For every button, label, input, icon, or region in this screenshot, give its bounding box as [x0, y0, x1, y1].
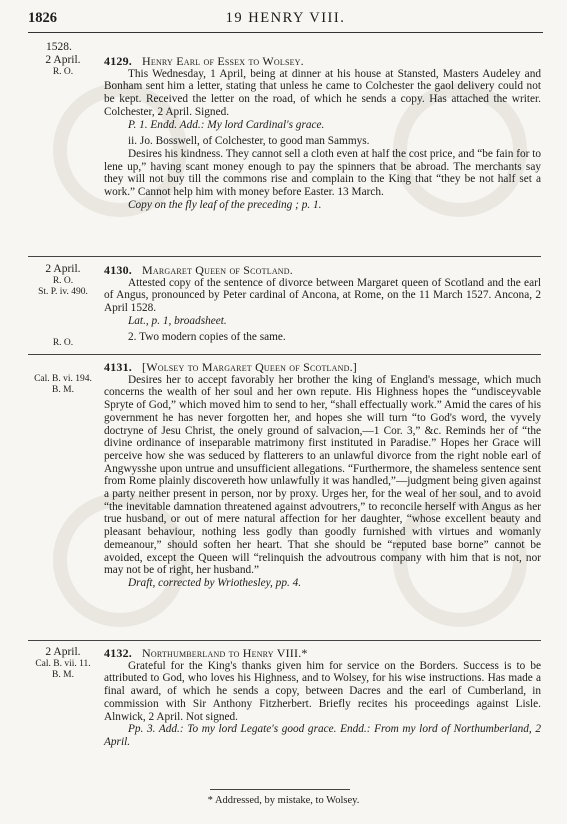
- footnote-rule: [210, 789, 350, 790]
- entry-4130: [104, 264, 541, 343]
- entry-number: 4131.: [104, 360, 132, 374]
- entry-4130-ref2: R. O.: [52, 338, 74, 348]
- entry-separator: [28, 640, 541, 641]
- year-marker: 1528.: [46, 41, 72, 53]
- entry-ref: St. P. iv. 490.: [38, 287, 88, 297]
- entry-note: Pp. 3. Add.: To my lord Legate's good grace. Endd.: From my lord of Northumberland, 2 April.: [104, 723, 541, 748]
- running-title: 19 HENRY VIII.: [225, 10, 346, 26]
- entry-number: 4130.: [104, 263, 132, 277]
- entry-ref: B. M.: [52, 385, 74, 395]
- entry-number: 4129.: [104, 54, 132, 68]
- entry-note: Copy on the fly leaf of the preceding ; p. 1.: [128, 198, 322, 211]
- entry-heading: [104, 264, 541, 277]
- entry-4131-margin: [28, 374, 98, 396]
- entry-note: Draft, corrected by Wriothesley, pp. 4.: [128, 576, 302, 589]
- footnote: * Addressed, by mistake, to Wolsey.: [207, 795, 360, 806]
- entry-date: 2 April.: [45, 54, 81, 66]
- entry-number: 4132.: [104, 646, 132, 660]
- entry-separator: [28, 354, 541, 355]
- entry-heading: [104, 55, 541, 68]
- entry-subheading: ii. Jo. Bosswell, of Colchester, to good man Sammys.: [128, 135, 370, 148]
- page-number: 1826: [28, 10, 57, 26]
- entry-title: Northumberland to Henry VIII.*: [142, 646, 308, 660]
- entry-ref: B. M.: [52, 670, 74, 680]
- entry-4130-margin: [28, 263, 98, 298]
- entry-ref: R. O.: [52, 276, 74, 286]
- entry-note: Lat., p. 1, broadsheet.: [128, 314, 227, 327]
- entry-title: Henry Earl of Essex to Wolsey.: [142, 54, 304, 68]
- entry-paragraph: Attested copy of the sentence of divorce between Margaret queen of Scotland and the earl of Angus, pronounced by Peter cardinal of Ancona, at Rome, on the 11 March 1527. Ancona, 2 April 1528.: [104, 276, 541, 315]
- entry-title: Margaret Queen of Scotland.: [142, 263, 293, 277]
- entry-paragraph: Desires her to accept favorably her brother the king of England's message, which much concerns the wealth of her soul and her own repute. His Highness hopes the “undisceyvable Spryte of God,” which moved him to send to her, “shall effectually work.” Amid the cares of his government he has never forgotten her, and hopes she will turn “to God's word, the vyvely doctryne of Jesu Christ, the onely ground of salvacion,—1 Cor. 3,” &c. Reminds her of “the divine ordinance of inseparable matrimony first instituted in Paradise.” Hopes her Grace will perceive how she was seduced by flatterers to an unlawful divorce from the right noble earl of Angwysshe upon untrue and unsufficient allegations. “Furthermore, the shameless sentence sent from Rome plainly discovereth how unlawfully it was handled,”—judgment being given against a party neither present in person, nor by proxy. Urges her, for the weal of her soul, and to avoid “the inevitable damnation threatened against advoutrers,” to reconcile herself with Angus as her true husband, or out of mere natural affection for her daughter, “whose excellent beauty and pleasant behaviour, nothing less godly than goodly furnished with virtues and womanly demeanour,” should soften her heart. That she should be “reputed base borne” cannot be avoided, except the Queen will “relinquish the advoutrous company with him that is not, nor may not be of right, her husband.”: [104, 373, 541, 577]
- entry-ref: R. O.: [52, 67, 74, 77]
- entry-heading: [104, 647, 541, 660]
- entry-4132-margin: [28, 646, 98, 681]
- entry-separator: [28, 256, 541, 257]
- entry-ref: Cal. B. vii. 11.: [35, 659, 91, 669]
- entry-4129-margin: [28, 54, 98, 78]
- entry-heading: [104, 361, 541, 374]
- entry-title: [Wolsey to Margaret Queen of Scotland.]: [142, 360, 357, 374]
- entry-paragraph: Grateful for the King's thanks given him for service on the Borders. Success is to be attributed to God, who loves his Highness, and to Wolsey, for his wise instructions. Has made a final award, of which he sends a copy, between Dacres and the earl of Cumberland, in commission with Sir Anthony Fitzherbert. Briefly recites his proceedings against Lisle. Alnwick, 2 April. Not signed.: [104, 659, 541, 723]
- entry-endorsement: P. 1. Endd. Add.: My lord Cardinal's grace.: [128, 118, 325, 131]
- entry-paragraph: 2. Two modern copies of the same.: [128, 330, 286, 343]
- page-header: [28, 10, 543, 32]
- entry-4132: [104, 647, 541, 749]
- entry-4131: [104, 361, 541, 590]
- entry-ref: Cal. B. vi. 194.: [34, 374, 92, 384]
- entry-paragraph: Desires his kindness. They cannot sell a cloth even at half the cost price, and “be fain for to lene up,” having scant money enough to pay the spinners that be abroad. The merchants say they will not buy till the commons rise and complain to the King that “they be not half set a work.” Cannot help him with money before Easter. 13 March.: [104, 147, 541, 199]
- entry-date: 2 April.: [45, 263, 81, 275]
- entry-4129: [104, 55, 541, 211]
- entry-date: 2 April.: [45, 646, 81, 658]
- header-rule: [28, 32, 543, 33]
- entry-paragraph: This Wednesday, 1 April, being at dinner at his house at Stansted, Masters Audeley and Bonham sent him a letter, stating that unless he came to Colchester the gaol delivery could not be kept. Received the letter on the road, of which he sends a copy. Has attached the writer. Colchester, 2 April. Signed.: [104, 67, 541, 118]
